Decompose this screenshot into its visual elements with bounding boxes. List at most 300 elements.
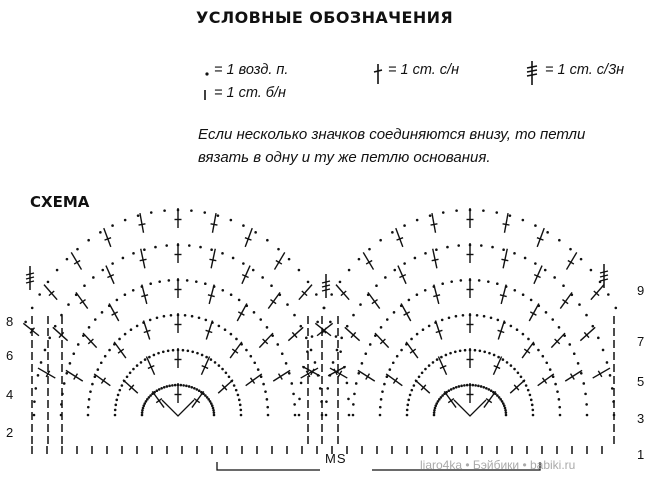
chain-stitch bbox=[516, 328, 519, 331]
chain-stitch bbox=[99, 231, 102, 234]
chain-stitch bbox=[65, 372, 68, 375]
chain-stitch bbox=[460, 385, 463, 388]
chain-stitch bbox=[383, 383, 386, 386]
chain-stitch bbox=[323, 307, 326, 310]
chain-stitch bbox=[553, 276, 556, 279]
double-crochet-bar bbox=[372, 300, 378, 304]
chain-stitch bbox=[379, 239, 382, 242]
double-crochet-stitch bbox=[44, 285, 57, 300]
chain-stitch bbox=[355, 382, 358, 385]
chain-stitch bbox=[347, 398, 350, 401]
chain-stitch bbox=[353, 393, 356, 396]
chain-stitch bbox=[137, 214, 140, 217]
chain-stitch bbox=[213, 414, 216, 417]
row-number-4: 4 bbox=[6, 387, 14, 402]
chain-stitch bbox=[130, 328, 133, 331]
legend-double-crochet-text: = 1 ст. с/н bbox=[388, 62, 460, 78]
chain-stitch bbox=[266, 239, 269, 242]
chain-stitch bbox=[433, 409, 436, 412]
chain-stitch bbox=[150, 211, 153, 214]
chain-stitch bbox=[591, 325, 594, 328]
chain-stitch bbox=[478, 279, 481, 282]
chain-stitch bbox=[379, 406, 382, 409]
chain-stitch bbox=[424, 368, 427, 371]
chain-stitch bbox=[54, 325, 57, 328]
chain-stitch bbox=[201, 354, 204, 357]
schema-title: СХЕМА bbox=[30, 193, 90, 211]
chain-stitch bbox=[479, 350, 482, 353]
chain-stitch bbox=[325, 414, 328, 417]
chain-stitch bbox=[407, 399, 410, 402]
chain-stitch bbox=[558, 326, 561, 329]
double-crochet-stitch bbox=[580, 327, 595, 340]
chain-stitch bbox=[121, 384, 124, 387]
chain-stitch bbox=[585, 314, 588, 317]
chain-stitch bbox=[513, 252, 516, 255]
chain-stitch bbox=[221, 289, 224, 292]
chain-stitch bbox=[172, 349, 175, 352]
chain-stitch bbox=[56, 269, 59, 272]
chain-stitch bbox=[474, 384, 477, 387]
chain-stitch bbox=[315, 293, 318, 296]
chain-stitch bbox=[24, 321, 27, 324]
double-crochet-stitch bbox=[218, 380, 233, 393]
chain-stitch bbox=[545, 361, 548, 364]
chain-stitch bbox=[118, 338, 121, 341]
chain-stitch bbox=[549, 368, 552, 371]
double-crochet-bar bbox=[448, 399, 454, 403]
chain-stitch bbox=[434, 404, 437, 407]
chain-stitch bbox=[487, 280, 490, 283]
chain-stitch bbox=[505, 414, 508, 417]
chain-stitch bbox=[359, 303, 362, 306]
chain-stitch bbox=[495, 211, 498, 214]
chain-stitch bbox=[300, 382, 303, 385]
double-crochet-stitch bbox=[268, 292, 280, 308]
chain-stitch bbox=[546, 231, 549, 234]
chain-stitch bbox=[615, 307, 618, 310]
chain-stitch bbox=[97, 368, 100, 371]
chain-stitch bbox=[380, 398, 383, 401]
chain-stitch bbox=[281, 352, 284, 355]
double-crochet-bar bbox=[486, 399, 492, 403]
chain-stitch bbox=[199, 246, 202, 249]
chain-stitch bbox=[458, 385, 461, 388]
chain-stitch bbox=[339, 281, 342, 284]
chain-stitch bbox=[409, 394, 412, 397]
chain-stitch bbox=[264, 390, 267, 393]
double-crochet-stitch bbox=[123, 380, 138, 393]
chain-stitch bbox=[480, 244, 483, 247]
chain-stitch bbox=[171, 384, 174, 387]
chain-stitch bbox=[435, 248, 438, 251]
chain-stitch bbox=[568, 343, 571, 346]
double-crochet-bar bbox=[140, 259, 147, 260]
double-crochet-stitch bbox=[386, 374, 402, 386]
chain-stitch bbox=[185, 385, 188, 388]
double-crochet-stitch bbox=[76, 292, 88, 308]
chain-stitch bbox=[148, 356, 151, 359]
chain-stitch bbox=[242, 224, 245, 227]
chain-stitch bbox=[205, 356, 208, 359]
chain-stitch bbox=[108, 349, 111, 352]
chain-stitch bbox=[329, 374, 332, 377]
double-crochet-bar bbox=[211, 224, 218, 225]
chain-stitch bbox=[253, 361, 256, 364]
chain-stitch bbox=[455, 209, 458, 212]
double-crochet-bar bbox=[542, 378, 546, 384]
chain-stitch bbox=[217, 214, 220, 217]
chain-stitch bbox=[214, 361, 217, 364]
chain-stitch bbox=[129, 371, 132, 374]
double-crochet-stitch bbox=[501, 285, 506, 304]
chain-stitch bbox=[225, 371, 228, 374]
chain-stitch bbox=[513, 368, 516, 371]
chain-stitch bbox=[332, 361, 335, 364]
chain-stitch bbox=[298, 269, 301, 272]
chain-stitch bbox=[440, 356, 443, 359]
chain-stitch bbox=[530, 299, 533, 302]
double-crochet-bar bbox=[524, 349, 530, 353]
chain-stitch bbox=[114, 404, 117, 407]
double-crochet-stitch bbox=[433, 249, 437, 269]
chain-stitch bbox=[259, 318, 262, 321]
double-crochet-stitch bbox=[591, 285, 604, 300]
chain-stitch bbox=[252, 269, 255, 272]
chain-stitch bbox=[149, 319, 152, 322]
double-crochet-stitch bbox=[436, 320, 442, 339]
chain-stitch bbox=[144, 358, 147, 361]
chain-stitch bbox=[545, 311, 548, 314]
chain-stitch bbox=[168, 279, 171, 282]
chain-stitch bbox=[441, 319, 444, 322]
double-crochet-bar bbox=[562, 300, 568, 304]
chain-stitch bbox=[193, 387, 196, 390]
chain-stitch bbox=[496, 282, 499, 285]
double-crochet-stitch bbox=[53, 327, 68, 340]
chain-stitch bbox=[124, 219, 127, 222]
double-crochet-stitch bbox=[315, 323, 331, 335]
chain-stitch bbox=[276, 343, 279, 346]
chain-stitch bbox=[513, 289, 516, 292]
chain-stitch bbox=[92, 276, 95, 279]
chain-stitch bbox=[537, 349, 540, 352]
chain-stitch bbox=[292, 393, 295, 396]
double-crochet-stitch bbox=[206, 320, 212, 339]
double-crochet-stitch bbox=[83, 333, 97, 348]
chain-stitch bbox=[441, 282, 444, 285]
chain-stitch bbox=[329, 321, 332, 324]
chain-stitch bbox=[277, 248, 280, 251]
chain-stitch bbox=[88, 326, 91, 329]
double-crochet-stitch bbox=[368, 292, 380, 308]
chain-stitch bbox=[293, 403, 296, 406]
chain-stitch bbox=[67, 303, 70, 306]
chain-stitch bbox=[418, 375, 421, 378]
chain-stitch bbox=[452, 387, 455, 390]
double-crochet-bar bbox=[393, 378, 397, 384]
chain-stitch bbox=[449, 352, 452, 355]
chain-stitch bbox=[490, 389, 493, 392]
chain-stitch bbox=[450, 280, 453, 283]
legend-title: УСЛОВНЫЕ ОБОЗНАЧЕНИЯ bbox=[196, 8, 454, 27]
double-crochet-stitch bbox=[498, 320, 504, 339]
chain-stitch bbox=[432, 361, 435, 364]
chain-stitch bbox=[162, 350, 165, 353]
chain-stitch bbox=[196, 388, 199, 391]
chain-stitch bbox=[497, 319, 500, 322]
chain-stitch bbox=[357, 372, 360, 375]
chain-stitch bbox=[163, 209, 166, 212]
chain-stitch bbox=[257, 368, 260, 371]
chain-stitch bbox=[558, 406, 561, 409]
chain-stitch bbox=[532, 414, 535, 417]
chain-stitch bbox=[497, 356, 500, 359]
chain-stitch bbox=[228, 375, 231, 378]
double-crochet-stitch bbox=[336, 285, 349, 300]
chain-stitch bbox=[286, 303, 289, 306]
chain-stitch bbox=[510, 364, 513, 367]
chain-stitch bbox=[83, 284, 86, 287]
chain-stitch bbox=[154, 246, 157, 249]
chain-stitch bbox=[352, 414, 355, 417]
chain-stitch bbox=[416, 293, 419, 296]
chain-stitch bbox=[156, 316, 159, 319]
chain-stitch bbox=[167, 350, 170, 353]
chain-stitch bbox=[87, 406, 90, 409]
chain-stitch bbox=[111, 224, 114, 227]
chain-stitch bbox=[203, 211, 206, 214]
chain-stitch bbox=[77, 343, 80, 346]
chain-stitch bbox=[305, 337, 308, 340]
chain-stitch bbox=[358, 258, 361, 261]
chain-stitch bbox=[483, 315, 486, 318]
chain-stitch bbox=[31, 307, 34, 310]
chain-stitch bbox=[330, 293, 333, 296]
row-number-3: 3 bbox=[637, 411, 645, 426]
legend-single-crochet-text: = 1 ст. б/н bbox=[214, 85, 286, 101]
chain-stitch bbox=[141, 414, 144, 417]
chain-stitch bbox=[375, 284, 378, 287]
chain-stitch bbox=[400, 349, 403, 352]
double-crochet-stitch bbox=[209, 285, 214, 304]
chain-stitch bbox=[551, 318, 554, 321]
chain-stitch bbox=[212, 407, 215, 410]
chain-stitch bbox=[240, 409, 243, 412]
chain-stitch bbox=[141, 411, 144, 414]
chain-stitch bbox=[262, 383, 265, 386]
chain-stitch bbox=[136, 364, 139, 367]
chain-stitch bbox=[606, 361, 609, 364]
chain-stitch bbox=[250, 355, 253, 358]
chain-stitch bbox=[210, 358, 213, 361]
double-crochet-bar bbox=[571, 374, 575, 380]
chain-stitch bbox=[352, 314, 355, 317]
chain-stitch bbox=[485, 387, 488, 390]
chain-stitch bbox=[238, 299, 241, 302]
double-crochet-bar bbox=[118, 349, 124, 353]
chain-stitch bbox=[114, 414, 117, 417]
chain-stitch bbox=[380, 326, 383, 329]
chain-stitch bbox=[63, 382, 66, 385]
chain-stitch bbox=[230, 219, 233, 222]
chain-stitch bbox=[502, 402, 505, 405]
chain-stitch bbox=[242, 262, 245, 265]
chain-stitch bbox=[104, 355, 107, 358]
double-crochet-bar bbox=[141, 295, 148, 297]
chain-stitch bbox=[266, 326, 269, 329]
chain-stitch bbox=[180, 384, 183, 387]
chain-stitch bbox=[393, 269, 396, 272]
double-crochet-stitch bbox=[246, 374, 262, 386]
chain-stitch bbox=[230, 293, 233, 296]
double-crochet-bar bbox=[74, 374, 78, 380]
chain-stitch bbox=[188, 385, 191, 388]
chain-stitch bbox=[522, 333, 525, 336]
chain-stitch bbox=[132, 252, 135, 255]
double-crochet-stitch bbox=[484, 391, 496, 407]
chain-stitch bbox=[124, 333, 127, 336]
double-crochet-bar bbox=[139, 224, 146, 225]
chain-stitch bbox=[406, 409, 409, 412]
double-crochet-bar bbox=[432, 259, 439, 260]
double-crochet-stitch bbox=[551, 333, 565, 348]
chain-stitch bbox=[455, 315, 458, 318]
chain-stitch bbox=[611, 387, 614, 390]
chain-stitch bbox=[111, 262, 114, 265]
chain-stitch bbox=[488, 352, 491, 355]
chain-stitch bbox=[396, 355, 399, 358]
double-crochet-stitch bbox=[510, 380, 525, 393]
chain-stitch bbox=[142, 407, 145, 410]
double-crochet-stitch bbox=[504, 213, 508, 233]
double-crochet-bar bbox=[431, 224, 438, 225]
chain-stitch bbox=[428, 325, 431, 328]
double-crochet-bar bbox=[208, 295, 215, 297]
chain-stitch bbox=[270, 284, 273, 287]
repeat-bracket-left bbox=[217, 462, 320, 470]
double-crochet-stitch bbox=[522, 342, 534, 358]
row-number-9: 9 bbox=[637, 283, 645, 298]
double-crochet-bar bbox=[410, 349, 416, 353]
chain-stitch bbox=[156, 389, 159, 392]
chain-stitch bbox=[182, 384, 185, 387]
chain-stitch bbox=[336, 349, 339, 352]
chain-stitch bbox=[504, 409, 507, 412]
chain-stitch bbox=[520, 375, 523, 378]
chain-stitch bbox=[403, 224, 406, 227]
chain-stitch bbox=[527, 338, 530, 341]
chain-stitch bbox=[210, 248, 213, 251]
chain-stitch bbox=[525, 384, 528, 387]
chain-stitch bbox=[235, 338, 238, 341]
chain-stitch bbox=[163, 386, 166, 389]
chain-stitch bbox=[510, 325, 513, 328]
chain-stitch bbox=[406, 414, 409, 417]
legend-treble-crochet-text: = 1 ст. с/3н bbox=[545, 62, 625, 78]
chain-stitch bbox=[408, 299, 411, 302]
double-crochet-bar bbox=[194, 399, 200, 403]
chain-stitch bbox=[335, 335, 338, 338]
chain-stitch bbox=[527, 389, 530, 392]
chain-stitch bbox=[582, 382, 585, 385]
row-number-6: 6 bbox=[6, 348, 14, 363]
chain-stitch bbox=[477, 385, 480, 388]
chain-stitch bbox=[505, 411, 508, 414]
double-crochet-stitch bbox=[288, 327, 303, 340]
chain-stitch bbox=[114, 409, 117, 412]
chain-stitch bbox=[578, 303, 581, 306]
chain-stitch bbox=[100, 361, 103, 364]
chain-stitch bbox=[391, 231, 394, 234]
chain-stitch bbox=[459, 350, 462, 353]
chain-stitch bbox=[472, 384, 475, 387]
chain-stitch bbox=[91, 383, 94, 386]
chain-stitch bbox=[299, 325, 302, 328]
chain-stitch bbox=[174, 384, 177, 387]
chain-stitch bbox=[232, 257, 235, 260]
chain-stitch bbox=[609, 374, 612, 377]
chain-stitch bbox=[245, 349, 248, 352]
chain-stitch bbox=[474, 349, 477, 352]
chain-stitch bbox=[554, 383, 557, 386]
chain-stitch bbox=[238, 399, 241, 402]
chain-stitch bbox=[379, 414, 382, 417]
chain-stitch bbox=[47, 281, 50, 284]
chain-stitch bbox=[33, 400, 36, 403]
chain-stitch bbox=[586, 414, 589, 417]
chain-stitch bbox=[76, 248, 79, 251]
chain-stitch bbox=[314, 361, 317, 364]
chain-stitch bbox=[476, 314, 479, 317]
chain-stitch bbox=[204, 282, 207, 285]
row-number-8: 8 bbox=[6, 314, 14, 329]
chain-stitch bbox=[493, 354, 496, 357]
chain-stitch bbox=[126, 375, 129, 378]
chain-stitch bbox=[69, 362, 72, 365]
double-crochet-stitch bbox=[345, 327, 360, 340]
chain-stitch bbox=[158, 280, 161, 283]
double-crochet-stitch bbox=[23, 323, 39, 335]
chain-stitch bbox=[213, 411, 216, 414]
chain-stitch bbox=[136, 325, 139, 328]
double-crochet-stitch bbox=[141, 249, 145, 269]
chain-stitch bbox=[290, 382, 293, 385]
chain-stitch bbox=[597, 337, 600, 340]
chain-stitch bbox=[170, 314, 173, 317]
chain-stitch bbox=[416, 333, 419, 336]
chain-stitch bbox=[186, 279, 189, 282]
chain-stitch bbox=[506, 361, 509, 364]
chain-stitch bbox=[403, 262, 406, 265]
chain-stitch bbox=[142, 404, 145, 407]
double-crochet-bar bbox=[101, 378, 105, 384]
double-crochet-stitch bbox=[434, 285, 439, 304]
row-number-5: 5 bbox=[637, 374, 645, 389]
chain-stitch bbox=[239, 404, 242, 407]
chain-stitch bbox=[294, 414, 297, 417]
row-number-2: 2 bbox=[6, 425, 14, 440]
chain-stitch bbox=[325, 400, 328, 403]
double-crochet-stitch bbox=[375, 333, 389, 348]
chain-stitch bbox=[261, 276, 264, 279]
chain-stitch bbox=[326, 387, 329, 390]
chain-stitch bbox=[66, 258, 69, 261]
chain-stitch bbox=[558, 398, 561, 401]
double-crochet-stitch bbox=[444, 391, 456, 407]
chain-stitch bbox=[218, 325, 221, 328]
chain-stitch bbox=[384, 276, 387, 279]
